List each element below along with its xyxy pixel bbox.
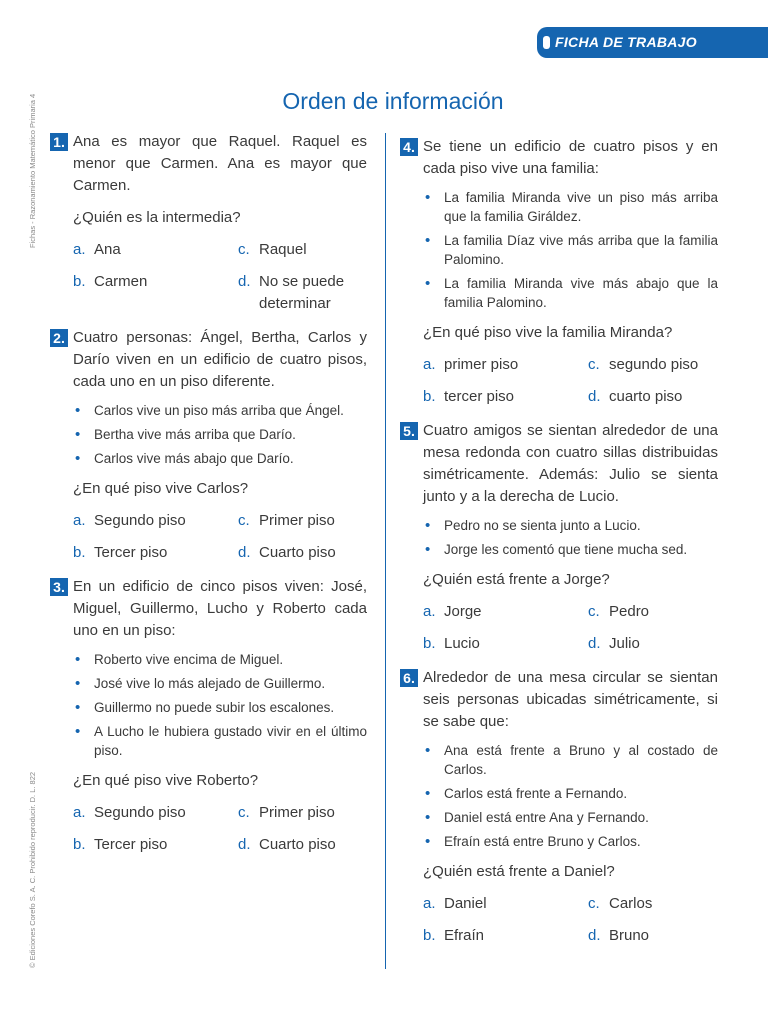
- clue-list: [50, 401, 367, 468]
- option-letter: d .: [588, 386, 609, 408]
- question-prompt: ¿En qué piso vive Carlos?: [73, 480, 249, 497]
- option-b[interactable]: [73, 271, 238, 315]
- answer-options: [400, 354, 718, 408]
- clue-item: • Ana está frente a Bruno y al costado de Carlos.: [423, 741, 718, 779]
- question-number: 2 .: [50, 329, 68, 347]
- option-d[interactable]: [238, 271, 390, 315]
- option-d[interactable]: [588, 386, 740, 408]
- option-letter: b .: [73, 271, 94, 315]
- right-column: [400, 136, 718, 959]
- option-letter: b .: [73, 834, 94, 856]
- answer-options: [400, 893, 718, 947]
- option-d[interactable]: [238, 834, 390, 856]
- option-b[interactable]: [423, 386, 588, 408]
- option-text: Carlos: [609, 895, 653, 912]
- option-letter: a .: [73, 239, 94, 261]
- option-text: segundo piso: [609, 356, 699, 373]
- clue-list: [50, 650, 367, 760]
- question-prompt: ¿Quién está frente a Jorge?: [423, 571, 610, 588]
- clue-item: • Guillermo no puede subir los escalones.: [73, 698, 367, 717]
- question-2: [50, 327, 367, 564]
- option-text: primer piso: [444, 356, 519, 373]
- clue-item: • Roberto vive encima de Miguel.: [73, 650, 367, 669]
- question-prompt: ¿Quién es la intermedia?: [73, 209, 241, 226]
- option-text: Ana: [94, 241, 121, 258]
- option-letter: c .: [238, 510, 259, 532]
- option-b[interactable]: [423, 925, 588, 947]
- question-number: 6 .: [400, 669, 418, 687]
- clue-list: [400, 741, 718, 851]
- option-text: Cuarto piso: [259, 544, 336, 561]
- option-d[interactable]: [238, 542, 390, 564]
- clue-item: • A Lucho le hubiera gustado vivir en el último piso.: [73, 722, 367, 760]
- answer-options: [400, 601, 718, 655]
- clue-item: • La familia Miranda vive más abajo que la familia Palomino.: [423, 274, 718, 312]
- option-b[interactable]: [73, 834, 238, 856]
- option-c[interactable]: [238, 239, 390, 261]
- clue-item: • La familia Díaz vive más arriba que la familia Palomino.: [423, 231, 718, 269]
- option-text: Efraín: [444, 927, 485, 944]
- option-text: No se puede determinar: [259, 273, 345, 312]
- option-letter: a .: [423, 601, 444, 623]
- question-5: [400, 420, 718, 655]
- option-text: Julio: [609, 635, 640, 652]
- answer-options: [50, 239, 367, 315]
- option-text: Carmen: [94, 273, 148, 290]
- question-stem: [50, 131, 367, 197]
- option-letter: c .: [238, 239, 259, 261]
- option-text: Tercer piso: [94, 836, 168, 853]
- option-letter: b .: [423, 386, 444, 408]
- option-letter: c .: [588, 601, 609, 623]
- option-a[interactable]: [423, 601, 588, 623]
- question-text: Alrededor de una mesa circular se sientan seis personas ubicadas simétricamente, si se sabe que:: [423, 669, 718, 730]
- question-stem: [400, 136, 718, 180]
- question-stem: [400, 420, 718, 508]
- option-letter: d .: [588, 925, 609, 947]
- tab-marker: [543, 36, 550, 49]
- option-c[interactable]: [588, 354, 740, 376]
- option-letter: d .: [588, 633, 609, 655]
- side-copyright-text: © Ediciones Corefo S. A. C. Prohibido reproducir. D. L. 822: [28, 771, 37, 968]
- option-letter: a .: [423, 354, 444, 376]
- option-text: cuarto piso: [609, 388, 683, 405]
- clue-item: • Bertha vive más arriba que Darío.: [73, 425, 367, 444]
- clue-item: • Carlos vive un piso más arriba que Ángel.: [73, 401, 367, 420]
- option-text: Segundo piso: [94, 512, 186, 529]
- option-text: Bruno: [609, 927, 650, 944]
- question-text: Ana es mayor que Raquel. Raquel es menor que Carmen. Ana es mayor que Carmen.: [73, 133, 367, 194]
- answer-options: [50, 510, 367, 564]
- option-d[interactable]: [588, 633, 740, 655]
- question-prompt: ¿En qué piso vive Roberto?: [73, 772, 259, 789]
- question-stem: [50, 576, 367, 642]
- option-letter: a .: [423, 893, 444, 915]
- question-number: 4 .: [400, 138, 418, 156]
- option-a[interactable]: [423, 893, 588, 915]
- option-d[interactable]: [588, 925, 740, 947]
- option-letter: b .: [73, 542, 94, 564]
- clue-item: • José vive lo más alejado de Guillermo.: [73, 674, 367, 693]
- question-text: Cuatro amigos se sientan alrededor de una mesa redonda con cuatro sillas distribuidas simétricamente. Además: Julio se sienta junto y a la derecha de Lucio.: [423, 422, 718, 505]
- question-1: [50, 131, 367, 315]
- option-a[interactable]: [423, 354, 588, 376]
- answer-options: [50, 802, 367, 856]
- option-letter: d .: [238, 542, 259, 564]
- question-text: En un edificio de cinco pisos viven: José, Miguel, Guillermo, Lucho y Roberto cada uno en un piso:: [73, 578, 367, 639]
- clue-item: • Pedro no se sienta junto a Lucio.: [423, 516, 718, 535]
- question-number: 1 .: [50, 133, 68, 151]
- question-prompt: ¿En qué piso vive la familia Miranda?: [423, 324, 673, 341]
- question-4: [400, 136, 718, 408]
- option-text: Jorge: [444, 603, 482, 620]
- clue-item: • La familia Miranda vive un piso más arriba que la familia Giráldez.: [423, 188, 718, 226]
- option-letter: c .: [588, 893, 609, 915]
- side-series-text: Fichas - Razonamiento Matemático Primaria 4: [28, 93, 37, 248]
- clue-item: • Daniel está entre Ana y Fernando.: [423, 808, 718, 827]
- option-text: Primer piso: [259, 512, 335, 529]
- question-stem: [50, 327, 367, 393]
- question-number: 3 .: [50, 578, 68, 596]
- option-text: Pedro: [609, 603, 650, 620]
- clue-item: • Jorge les comentó que tiene mucha sed.: [423, 540, 718, 559]
- clue-item: • Carlos vive más abajo que Darío.: [73, 449, 367, 468]
- option-letter: d .: [238, 834, 259, 856]
- option-c[interactable]: [238, 802, 390, 824]
- worksheet-tab: [537, 27, 768, 58]
- clue-list: [400, 188, 718, 312]
- option-a[interactable]: [73, 239, 238, 261]
- left-column: [50, 131, 367, 868]
- option-text: Tercer piso: [94, 544, 168, 561]
- option-text: Primer piso: [259, 804, 335, 821]
- question-6: [400, 667, 718, 947]
- clue-item: • Carlos está frente a Fernando.: [423, 784, 718, 803]
- option-letter: a .: [73, 510, 94, 532]
- option-text: Raquel: [259, 241, 307, 258]
- question-text: Se tiene un edificio de cuatro pisos y en cada piso vive una familia:: [423, 138, 718, 177]
- option-text: Cuarto piso: [259, 836, 336, 853]
- question-text: Cuatro personas: Ángel, Bertha, Carlos y Darío viven en un edificio de cuatro pisos, cada uno en un piso diferente.: [73, 329, 367, 390]
- option-c[interactable]: [588, 601, 740, 623]
- option-letter: b .: [423, 925, 444, 947]
- clue-list: [400, 516, 718, 559]
- option-letter: d .: [238, 271, 259, 315]
- option-a[interactable]: [73, 802, 238, 824]
- clue-item: • Efraín está entre Bruno y Carlos.: [423, 832, 718, 851]
- option-letter: a .: [73, 802, 94, 824]
- option-b[interactable]: [73, 542, 238, 564]
- option-a[interactable]: [73, 510, 238, 532]
- question-stem: [400, 667, 718, 733]
- option-text: Lucio: [444, 635, 480, 652]
- tab-label: FICHA DE TRABAJO: [555, 34, 697, 50]
- option-letter: c .: [588, 354, 609, 376]
- option-text: Daniel: [444, 895, 487, 912]
- page-title: Orden de información: [282, 88, 504, 114]
- option-b[interactable]: [423, 633, 588, 655]
- option-text: tercer piso: [444, 388, 515, 405]
- question-3: [50, 576, 367, 856]
- option-c[interactable]: [238, 510, 390, 532]
- question-prompt: ¿Quién está frente a Daniel?: [423, 863, 615, 880]
- option-letter: b .: [423, 633, 444, 655]
- option-letter: c .: [238, 802, 259, 824]
- option-text: Segundo piso: [94, 804, 186, 821]
- question-number: 5 .: [400, 422, 418, 440]
- option-c[interactable]: [588, 893, 740, 915]
